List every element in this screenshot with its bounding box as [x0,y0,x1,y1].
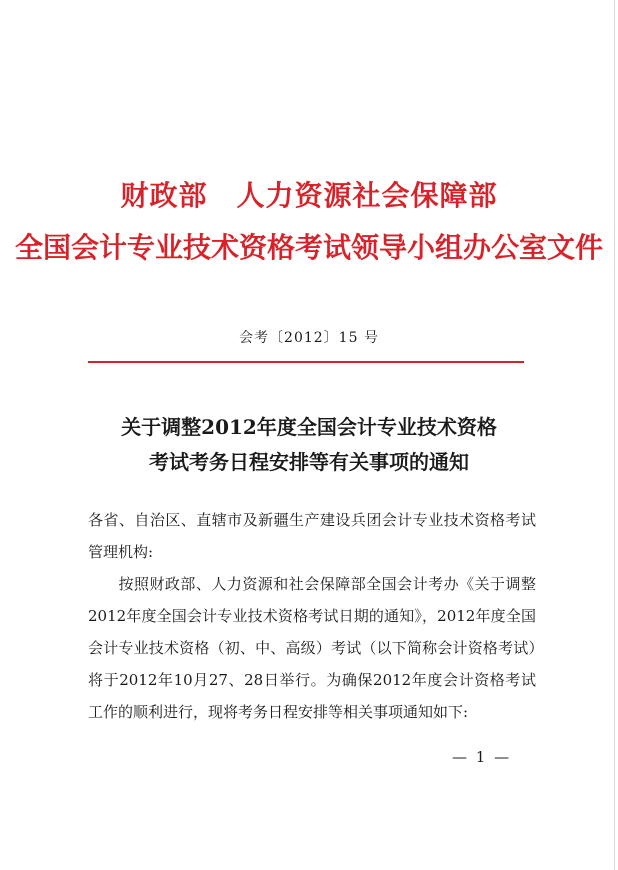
document-title-line-1: 关于调整2012年度全国会计专业技术资格 [121,415,497,439]
page-number: — 1 — [452,748,512,766]
issuer-line-2: 全国会计专业技术资格考试领导小组办公室文件 [14,231,603,264]
body-paragraph-1 [88,568,536,728]
document-title-line-2: 考试考务日程安排等有关事项的通知 [149,450,469,474]
red-divider-line [88,361,524,363]
addressee: 各省、自治区、直辖市及新疆生产建设兵团会计专业技术资格考试管理机构: [88,511,536,561]
document-number: 会考〔2012〕15 号 [239,330,379,346]
issuer-line-1: 财政部 人力资源社会保障部 [120,179,498,212]
body-paragraph-1-text: 按照财政部、人力资源和社会保障部全国会计考办《关于调整2012年度全国会计专业技术资格考试日期的通知》，2012年度全国会计专业技术资格（初、中、高级）考试（以下简称会计资格考试）将于2012年10月27、28日举行。为确保2012年度会计资格考试工作的顺利进行，现将考务日程安排等相关事项通知如下: [88,575,536,721]
